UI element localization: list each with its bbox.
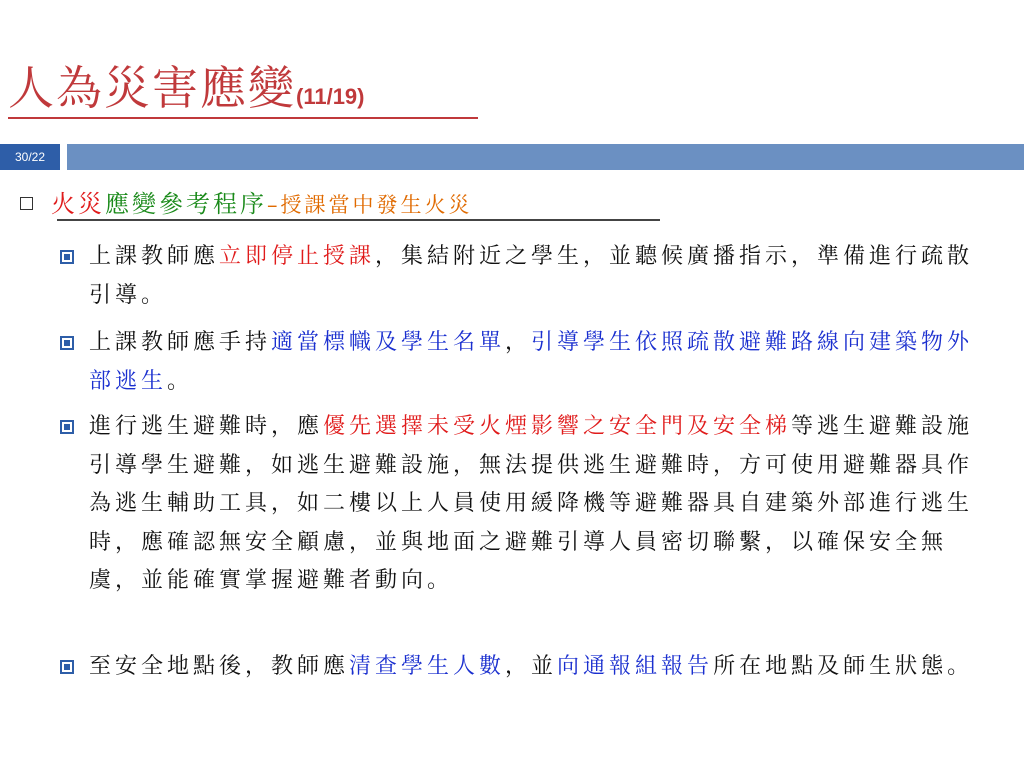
title-number-text: (11/19)	[296, 84, 365, 109]
bullet-segment-black: ，並	[505, 654, 558, 679]
heading-underline	[57, 219, 660, 221]
bullet-text	[89, 408, 990, 601]
header-bar	[67, 144, 1024, 170]
bullet-text	[89, 324, 990, 401]
heading-fire-text: 火災	[51, 190, 105, 218]
checkbox-bullet-icon	[20, 197, 33, 210]
level1-heading	[20, 184, 473, 219]
bullet-segment-black: 上課教師應手持	[89, 330, 272, 355]
bullet-segment-blue: 清查學生人數	[349, 654, 506, 679]
slide-title	[8, 52, 365, 118]
bullet-segment-black: ，	[505, 330, 532, 355]
bullet-item-2	[60, 324, 990, 401]
bullet-segment-black: 等逃生避難設施引導學生避難，如逃生避難設施，無法提供逃生避難時，方可使用避難器具作為逃生輔助工具，如二樓以上人員使用緩降機等避難器具自建築外部進行逃生時，應確認無安全顧慮，並與地面之避難引導人員密切聯繫，以確保安全無虞，並能確實掌握避難者動向。	[89, 414, 974, 593]
bullet-segment-red: 優先選擇未受火煙影響之安全門及安全梯	[323, 414, 792, 439]
bullet-segment-red: 立即停止授課	[219, 244, 376, 269]
title-main-text: 人為災害應變	[8, 61, 296, 115]
bullet-item-3	[60, 408, 990, 601]
square-bullet-icon	[60, 336, 74, 350]
bullet-segment-black: 至安全地點後，教師應	[89, 654, 350, 679]
bullet-item-4	[60, 648, 990, 687]
heading-procedure-text: 應變參考程序	[105, 190, 267, 218]
bullet-segment-blue: 適當標幟及學生名單	[271, 330, 506, 355]
square-bullet-icon	[60, 250, 74, 264]
bullet-text	[89, 238, 990, 315]
square-bullet-icon	[60, 420, 74, 434]
bullet-segment-blue: 向通報組報告	[557, 654, 714, 679]
bullet-segment-black: 。	[167, 368, 194, 394]
bullet-segment-black: 上課教師應	[89, 244, 220, 269]
bullet-text	[89, 648, 990, 687]
heading-subtitle-text: –授課當中發生火災	[267, 193, 473, 217]
bullet-segment-blue: 引導學生依照疏散避難路線向建築物外部逃生	[89, 330, 974, 394]
bullet-segment-black: ，集結附近之學生，並聽候廣播指示，準備進行疏散引導。	[89, 244, 974, 308]
page-number: 30/22	[0, 144, 60, 170]
square-bullet-icon	[60, 660, 74, 674]
bullet-segment-black: 進行逃生避難時，應	[89, 414, 324, 439]
bullet-segment-black: 所在地點及師生狀態。	[713, 654, 974, 679]
title-underline	[8, 117, 478, 119]
bullet-item-1	[60, 238, 990, 315]
